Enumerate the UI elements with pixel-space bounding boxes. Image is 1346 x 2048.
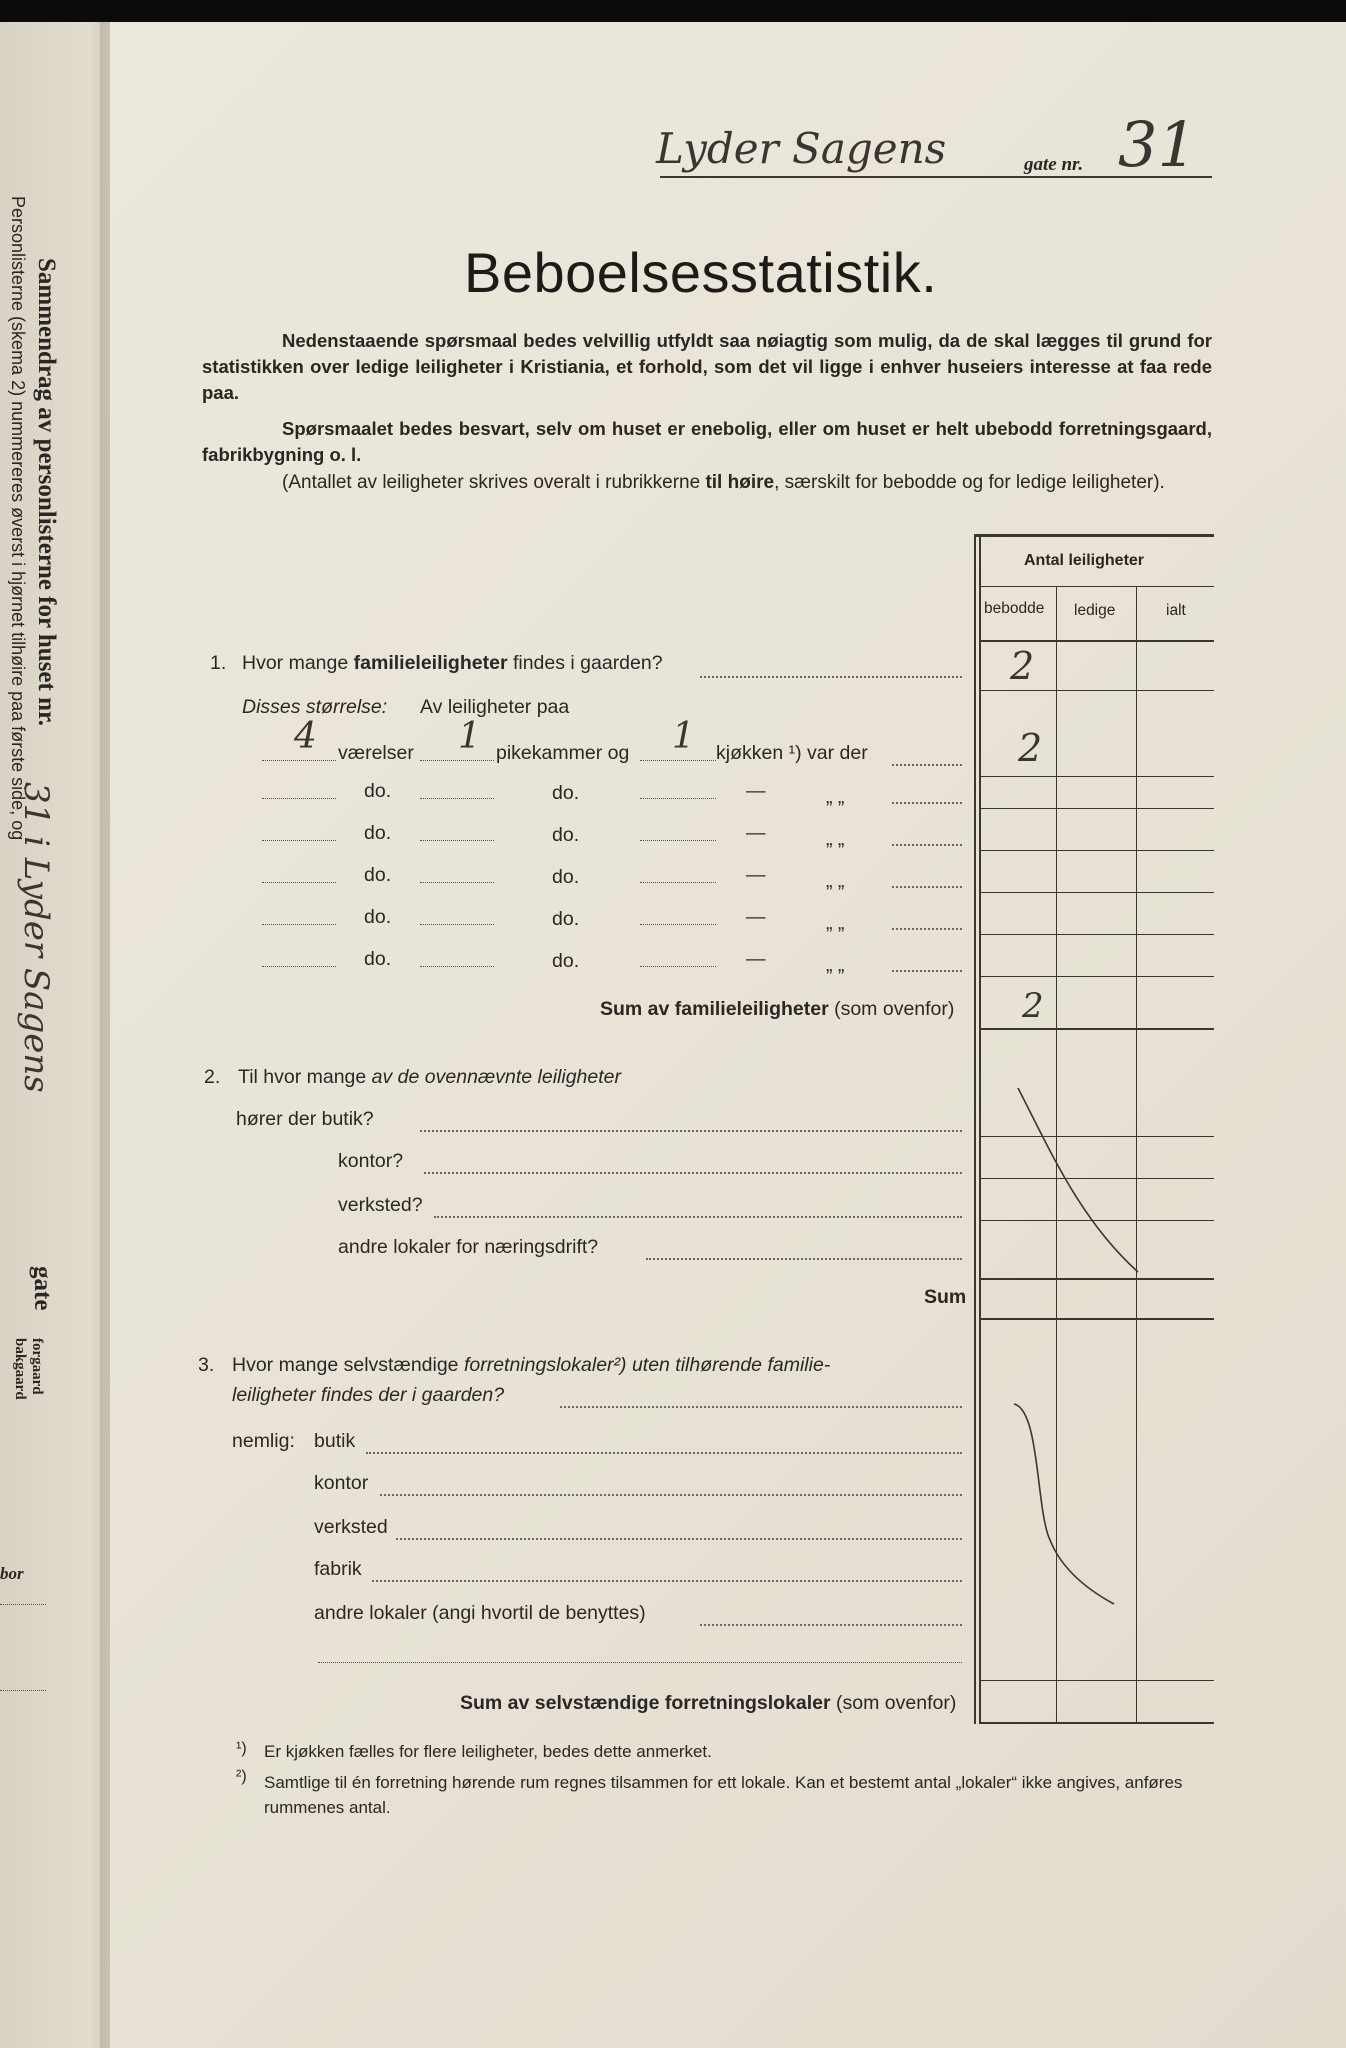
ditto-marks: „ „	[826, 786, 845, 808]
row-rule-sum	[979, 1318, 1214, 1320]
fill-line	[420, 966, 494, 967]
kitchen-label: kjøkken ¹) var der	[716, 742, 868, 764]
strike-line-q3	[1010, 1400, 1120, 1610]
row-rule	[979, 850, 1214, 851]
leader-dots	[892, 802, 962, 804]
q3-number: 3.	[198, 1354, 215, 1376]
table-title: Antal leiligheter	[1024, 552, 1145, 569]
ditto-rooms: do.	[364, 822, 392, 844]
ditto-maid: do.	[552, 782, 580, 804]
q1-answer: 2	[1010, 644, 1035, 688]
maid-label: pikekammer og	[496, 742, 630, 764]
ditto-dash: —	[746, 906, 766, 928]
leader-dots	[892, 886, 962, 888]
table-top-rule	[974, 534, 1214, 537]
intro-paragraph-1: Nedenstaaende spørsmaal bedes velvillig utfyldt saa nøiagtig som mulig, da de skal lægges til grund for statistikken over ledige leiligheter i Kristiania, et forhold, som det vil ligge i enhver huseiers interesse at faa rede paa.	[202, 330, 1212, 403]
row-rule	[979, 934, 1214, 935]
fill-line	[262, 840, 336, 841]
fill-line	[318, 1662, 962, 1663]
q2-number: 2.	[204, 1066, 221, 1088]
leader-dots	[892, 844, 962, 846]
q1-sizes-text: Av leiligheter paa	[420, 696, 570, 718]
spine-dotline	[0, 1690, 46, 1691]
col-ialt: ialt	[1166, 602, 1186, 619]
rooms-label: værelser	[338, 742, 414, 764]
ditto-marks: „ „	[826, 828, 845, 850]
ditto-marks: „ „	[826, 870, 845, 892]
col-ledige: ledige	[1074, 602, 1116, 619]
spine-bor: bor	[0, 1564, 24, 1583]
row-rule-bottom	[979, 1722, 1214, 1724]
q1-question: Hvor mange familieleiligheter findes i gaarden?	[242, 652, 663, 674]
fill-line	[262, 924, 336, 925]
ditto-marks: „ „	[826, 954, 845, 976]
q2-item-andre: andre lokaler for næringsdrift?	[338, 1236, 599, 1258]
leader-dots	[366, 1452, 962, 1454]
street-name-handwritten: Lyder Sagens	[656, 124, 947, 173]
leader-dots	[420, 1130, 962, 1132]
row-rule-sum	[979, 1028, 1214, 1030]
q1-sizes-label: Disses størrelse:	[242, 696, 388, 718]
table-left-border	[974, 534, 976, 1724]
ditto-dash: —	[746, 864, 766, 886]
leader-dots	[892, 928, 962, 930]
q3-item-andre: andre lokaler (angi hvortil de benyttes)	[314, 1602, 646, 1624]
row-rule	[979, 976, 1214, 977]
q3-item-fabrik: fabrik	[314, 1558, 362, 1580]
q3-sum: Sum av selvstændige forretningslokaler (som ovenfor)	[460, 1692, 957, 1714]
q3-item-kontor: kontor	[314, 1472, 369, 1494]
q1-sum-answer: 2	[1022, 986, 1044, 1026]
kitchen-count-hw: 1	[672, 716, 695, 757]
q2-question: Til hvor mange av de ovennævnte leiligheter	[238, 1066, 622, 1088]
ditto-maid: do.	[552, 908, 580, 930]
fill-line	[420, 840, 494, 841]
spine-line1: Sammendrag av personlisterne for huset nr.	[33, 258, 60, 727]
footnote-2: Samtlige til én forretning hørende rum regnes tilsammen for ett lokale. Kan et bestemt antal „lokaler“ ikke angives, anføres rummenes antal.	[264, 1773, 1183, 1817]
leader-dots	[892, 970, 962, 972]
q1-sum: Sum av familieleiligheter (som ovenfor)	[600, 998, 955, 1020]
fill-line	[640, 966, 716, 967]
intro-paragraph-2: Spørsmaalet bedes besvart, selv om huset er enebolig, eller om huset er helt ubebodd forretningsgaard, fabrikbygning o. l.	[202, 418, 1212, 465]
col-bebodde: bebodde	[984, 600, 1045, 617]
row-rule	[979, 808, 1214, 809]
maid-count-hw: 1	[458, 716, 481, 757]
q3-item-verksted: verksted	[314, 1516, 388, 1538]
fill-line	[420, 798, 494, 799]
table-col-edge	[979, 534, 981, 1724]
spine-forgaard: forgaard	[29, 1338, 45, 1395]
footnote-1: Er kjøkken fælles for flere leiligheter, bedes dette anmerket.	[264, 1742, 712, 1761]
fill-line	[262, 966, 336, 967]
q3-question: Hvor mange selvstændige forretningslokaler²) uten tilhørende familie-	[232, 1354, 831, 1376]
leader-dots	[396, 1538, 962, 1540]
q3-nemlig: nemlig:	[232, 1430, 295, 1452]
facing-page	[0, 22, 112, 2048]
leader-dots	[424, 1172, 962, 1174]
table-header-rule	[979, 586, 1214, 587]
leader-dots	[372, 1580, 962, 1582]
fill-line	[420, 924, 494, 925]
ditto-dash: —	[746, 948, 766, 970]
fill-line	[640, 798, 716, 799]
spine-dotline	[0, 1604, 46, 1605]
fill-line	[262, 798, 336, 799]
gate-nr-label: gate nr.	[1024, 154, 1084, 175]
q2-item-verksted: verksted?	[338, 1194, 423, 1216]
ditto-rooms: do.	[364, 780, 392, 802]
row1-answer: 2	[1018, 726, 1043, 770]
q3-question-line2: leiligheter findes der i gaarden?	[232, 1384, 505, 1406]
q2-item-butik: hører der butik?	[236, 1108, 374, 1130]
q3-item-butik: butik	[314, 1430, 356, 1452]
fill-line	[262, 760, 336, 761]
ditto-maid: do.	[552, 866, 580, 888]
leader-dots	[892, 764, 962, 766]
intro-paragraph-3: (Antallet av leiligheter skrives overalt i rubrikkerne til høire, særskilt for bebodde og for ledige leiligheter).	[282, 472, 1165, 493]
ditto-maid: do.	[552, 824, 580, 846]
ditto-rooms: do.	[364, 864, 392, 886]
row-rule	[979, 1680, 1214, 1681]
row-rule	[979, 892, 1214, 893]
row-rule	[979, 690, 1214, 691]
leader-dots	[700, 676, 962, 678]
ditto-marks: „ „	[826, 912, 845, 934]
leader-dots	[434, 1216, 962, 1218]
q2-item-kontor: kontor?	[338, 1150, 404, 1172]
table-header-bottom	[979, 640, 1214, 642]
fill-line	[420, 882, 494, 883]
fill-line	[640, 924, 716, 925]
spine-bakgaard: bakgaard	[12, 1338, 28, 1400]
ditto-dash: —	[746, 780, 766, 802]
leader-dots	[646, 1258, 962, 1260]
page-title: Beboelsesstatistik.	[464, 241, 938, 304]
row-rule	[979, 776, 1214, 777]
footnote-1-mark: ¹)	[236, 1740, 247, 1757]
ditto-dash: —	[746, 822, 766, 844]
fill-line	[420, 760, 494, 761]
fill-line	[640, 882, 716, 883]
fill-line	[640, 840, 716, 841]
footnote-2-mark: ²)	[236, 1768, 247, 1785]
leader-dots	[700, 1624, 962, 1626]
q1-number: 1.	[210, 652, 227, 674]
ditto-rooms: do.	[364, 906, 392, 928]
rooms-count-hw: 4	[294, 716, 317, 757]
leader-dots	[560, 1406, 962, 1408]
fill-line	[262, 882, 336, 883]
q2-sum: Sum	[924, 1286, 967, 1308]
house-number-handwritten: 31	[1118, 108, 1197, 181]
spine-gate: gate	[29, 1266, 56, 1311]
leader-dots	[380, 1494, 962, 1496]
spine-line2: Personlisterne (skema 2) nummereres øverst i hjørnet tilhøire paa første side, og	[8, 196, 28, 841]
fill-line	[640, 760, 716, 761]
ditto-rooms: do.	[364, 948, 392, 970]
ditto-maid: do.	[552, 950, 580, 972]
strike-line-q2	[1010, 1080, 1150, 1280]
spine-handwriting: 31 i Lyder Sagens	[16, 782, 56, 1093]
